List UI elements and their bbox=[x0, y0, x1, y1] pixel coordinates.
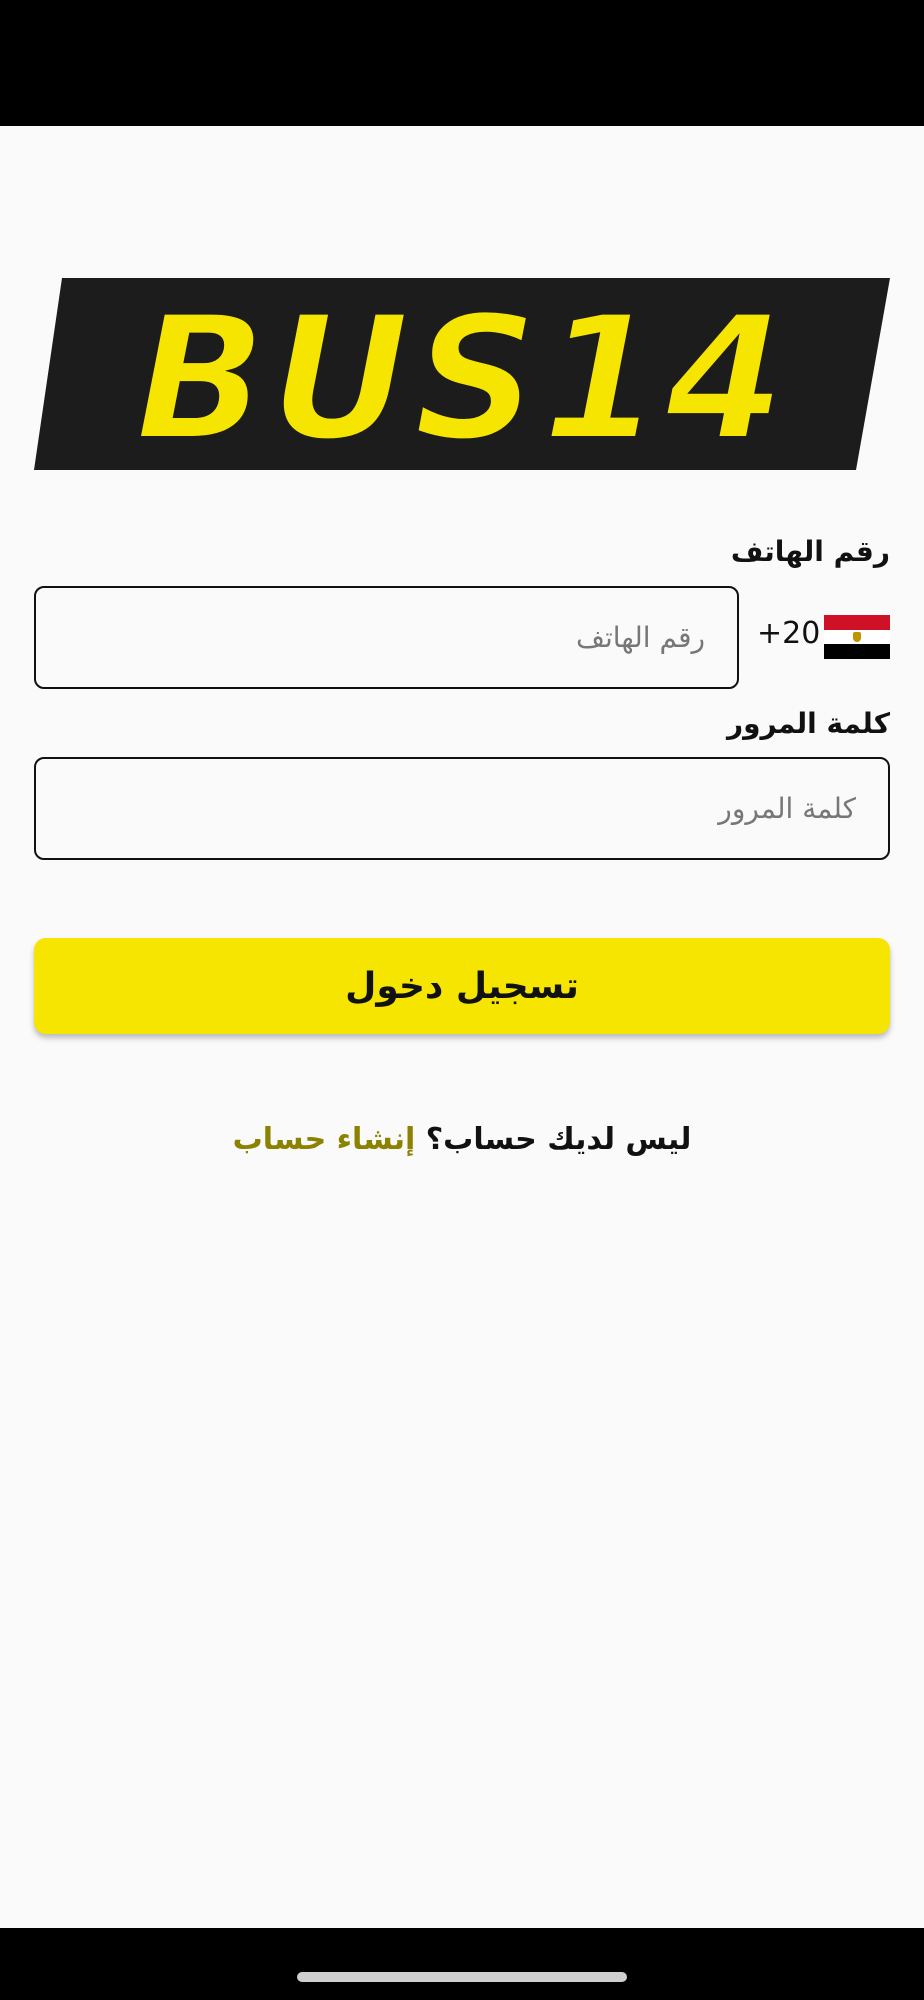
create-account-link[interactable]: إنشاء حساب bbox=[232, 1122, 416, 1157]
status-bar bbox=[0, 0, 924, 126]
egypt-flag-icon[interactable] bbox=[824, 615, 890, 659]
signup-question: ليس لديك حساب؟ bbox=[425, 1122, 692, 1157]
password-label: كلمة المرور bbox=[726, 707, 890, 740]
navigation-bar bbox=[0, 1928, 924, 2000]
password-input[interactable] bbox=[34, 757, 890, 860]
signup-row bbox=[0, 1122, 924, 1157]
home-indicator[interactable] bbox=[297, 1972, 627, 1982]
logo-text: BUS14 bbox=[135, 278, 789, 470]
phone-label: رقم الهاتف bbox=[730, 535, 890, 568]
phone-input[interactable] bbox=[34, 586, 739, 689]
country-code[interactable]: +20 bbox=[757, 616, 821, 651]
login-button[interactable]: تسجيل دخول bbox=[34, 938, 890, 1034]
bus14-logo bbox=[34, 278, 890, 470]
